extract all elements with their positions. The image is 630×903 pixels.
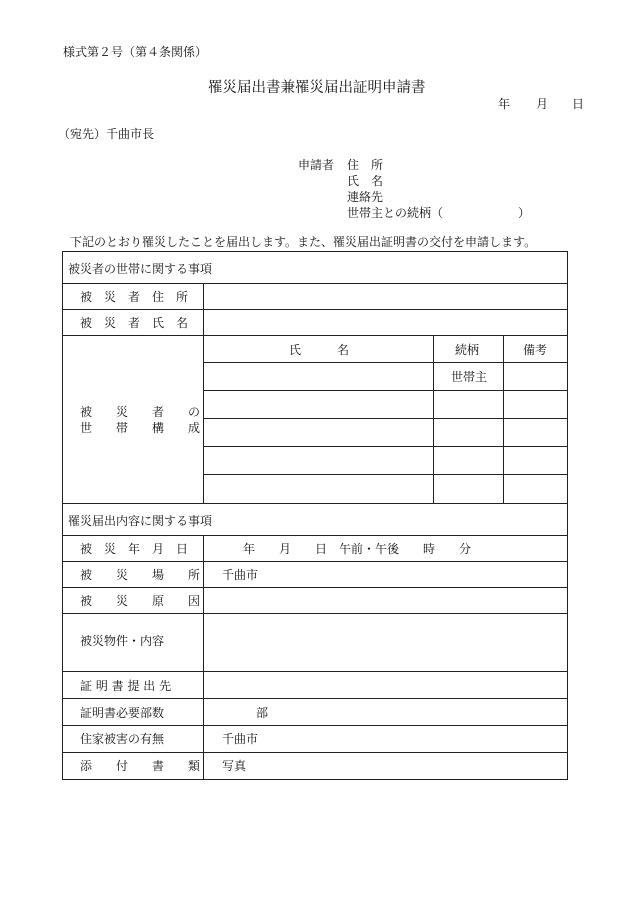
damage-cause-label: 被 災 原 因	[80, 594, 201, 608]
date-day-label: 日	[572, 97, 585, 111]
section2-header: 罹災届出内容に関する事項	[68, 514, 213, 528]
divider	[62, 587, 568, 588]
applicant-address-label: 住 所	[347, 158, 384, 172]
divider	[62, 335, 568, 336]
applicant-label: 申請者	[298, 158, 335, 172]
damage-place-label: 被 災 場 所	[80, 568, 201, 582]
damaged-property-label: 被災物件・内容	[80, 634, 165, 648]
addressee: （宛先）千曲市長	[58, 127, 155, 141]
applicant-name-label: 氏 名	[347, 174, 384, 188]
divider	[62, 535, 568, 536]
divider	[62, 613, 568, 614]
applicant-relation-close: ）	[518, 206, 531, 220]
damage-date-label: 被 災 年 月 日	[80, 542, 189, 556]
household-row-divider	[203, 418, 568, 419]
house-damage-label: 住家被害の有無	[80, 732, 165, 746]
household-row-divider	[203, 446, 568, 447]
house-damage-value: 千曲市	[222, 732, 259, 746]
form-number: 様式第２号（第４条関係）	[63, 45, 208, 59]
section1-header: 被災者の世帯に関する事項	[68, 262, 213, 276]
household-row-divider	[203, 390, 568, 391]
attachments-label: 添 付 書 類	[80, 759, 201, 773]
divider	[62, 309, 568, 310]
damage-date-value: 年 月 日 午前・午後 時 分	[243, 542, 472, 556]
copies-required-label: 証明書必要部数	[80, 706, 165, 720]
divider	[62, 503, 568, 504]
divider	[62, 698, 568, 699]
label-divider	[203, 535, 204, 780]
relation-col-divider	[433, 335, 434, 503]
household-label-line2: 世 帯 構 成	[80, 421, 201, 435]
divider	[62, 671, 568, 672]
household-row-divider	[203, 474, 568, 475]
divider	[62, 561, 568, 562]
divider	[62, 752, 568, 753]
attachments-value: 写真	[222, 759, 247, 773]
damage-place-value: 千曲市	[222, 568, 259, 582]
victim-name-label: 被 災 者 氏 名	[80, 316, 189, 330]
victim-address-label: 被 災 者 住 所	[80, 290, 189, 304]
applicant-relation-label: 世帯主との続柄（	[347, 206, 444, 220]
household-row-divider	[203, 362, 568, 363]
col-header-relation: 続柄	[455, 343, 480, 357]
applicant-contact-label: 連絡先	[347, 190, 384, 204]
household-label-line1: 被 災 者 の	[80, 405, 201, 419]
col-header-notes: 備考	[523, 343, 548, 357]
col-header-name: 氏 名	[289, 343, 350, 357]
label-divider	[203, 283, 204, 503]
date-year-label: 年	[498, 97, 511, 111]
divider	[62, 725, 568, 726]
intro-text: 下記のとおり罹災したことを届出します。また、罹災届出証明書の交付を申請します。	[70, 235, 537, 249]
date-month-label: 月	[536, 97, 549, 111]
page-title: 罹災届出書兼罹災届出証明申請書	[208, 80, 426, 96]
notes-col-divider	[503, 335, 504, 503]
certificate-destination-label: 証 明 書 提 出 先	[80, 679, 172, 693]
divider	[62, 283, 568, 284]
household-head-relation: 世帯主	[451, 370, 488, 384]
copies-required-value: 部	[256, 706, 269, 720]
